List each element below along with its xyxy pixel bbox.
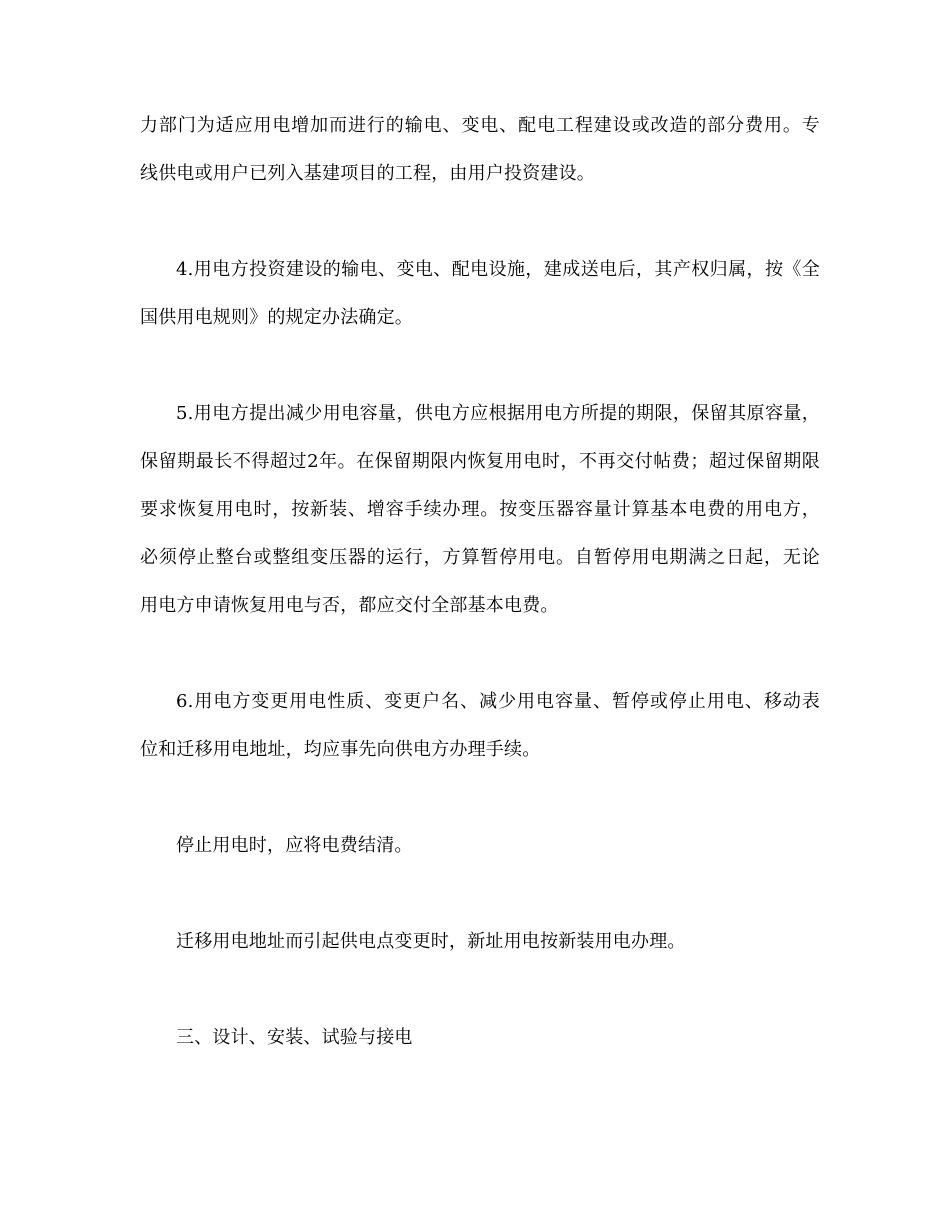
paragraph-4-line-2: 国供用电规则》的规定办法确定。 <box>140 307 413 328</box>
paragraph-6-line-2: 位和迁移用电地址，均应事先向供电方办理手续。 <box>140 739 541 760</box>
paragraph-8-line-1: 迁移用电地址而引起供电点变更时，新址用电按新装用电办理。 <box>176 931 686 952</box>
paragraph-5-line-2: 保留期最长不得超过2年。在保留期限内恢复用电时，不再交付帖费；超过保留期限 <box>140 451 820 472</box>
paragraph-4-line-1: 4.用电方投资建设的输电、变电、配电设施，建成送电后，其产权归属，按《全 <box>176 259 820 280</box>
section-heading-3: 三、设计、安装、试验与接电 <box>176 1027 413 1048</box>
paragraph-5-line-1: 5.用电方提出减少用电容量，供电方应根据用电方所提的期限，保留其原容量， <box>176 403 820 424</box>
paragraph-3-line-1: 力部门为适应用电增加而进行的输电、变电、配电工程建设或改造的部分费用。专 <box>140 115 820 136</box>
paragraph-5-line-3: 要求恢复用电时，按新装、增容手续办理。按变压器容量计算基本电费的用电方， <box>140 499 820 520</box>
paragraph-5-line-5: 用电方申请恢复用电与否，都应交付全部基本电费。 <box>140 595 559 616</box>
paragraph-7-line-1: 停止用电时，应将电费结清。 <box>176 835 413 856</box>
paragraph-5-line-4: 必须停止整台或整组变压器的运行，方算暂停用电。自暂停用电期满之日起，无论 <box>140 547 820 568</box>
paragraph-6-line-1: 6.用电方变更用电性质、变更户名、减少用电容量、暂停或停止用电、移动表 <box>176 691 820 712</box>
paragraph-3-line-2: 线供电或用户已列入基建项目的工程，由用户投资建设。 <box>140 163 595 184</box>
